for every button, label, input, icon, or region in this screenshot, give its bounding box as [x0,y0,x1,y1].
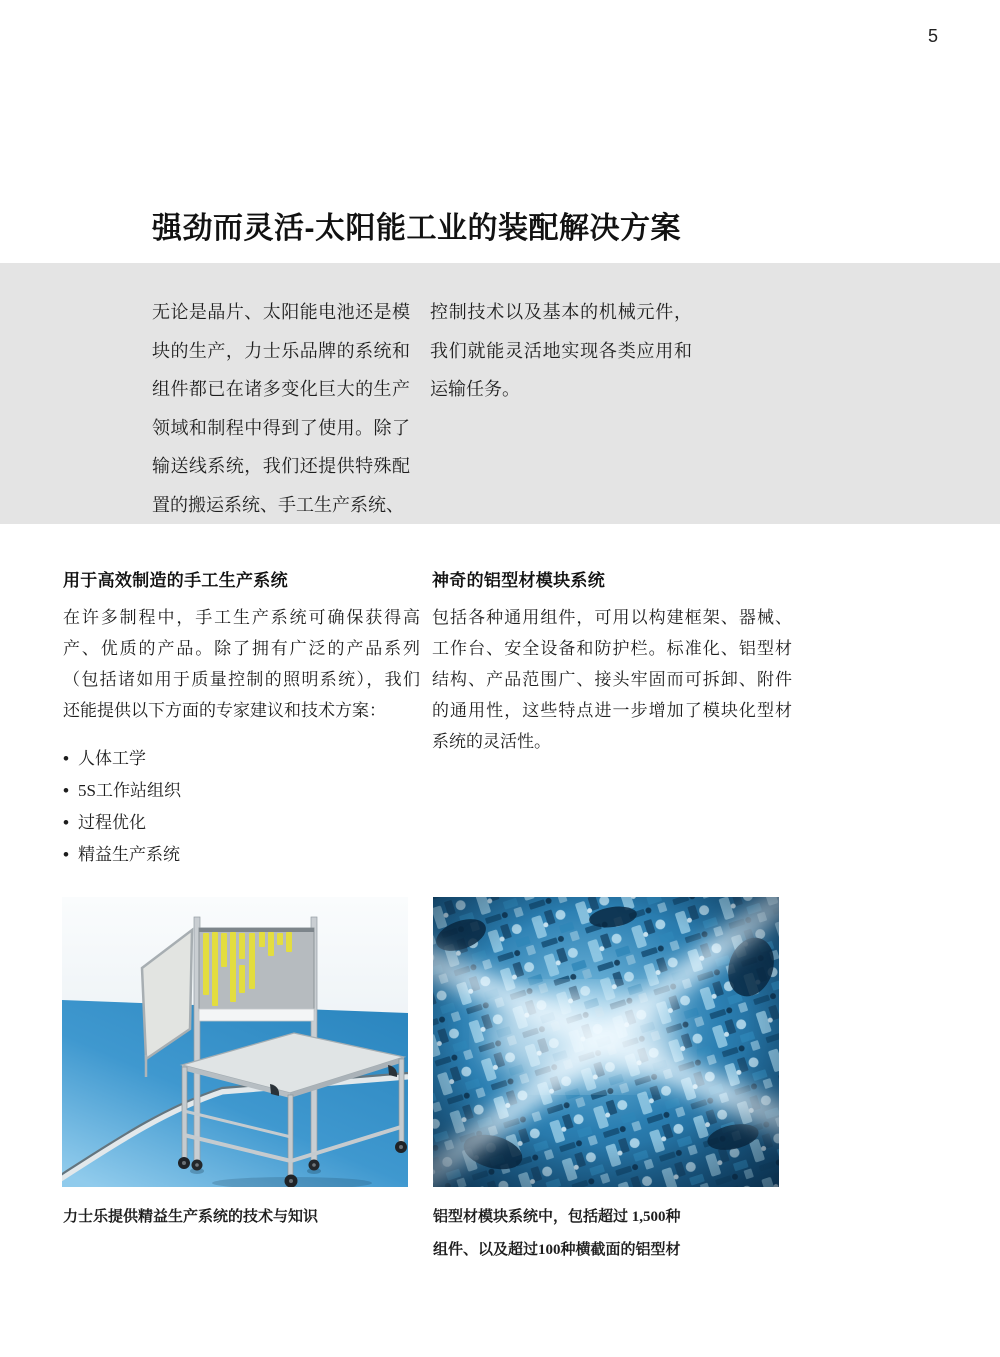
workstation-photo [62,897,408,1187]
bullet-marker: • [63,813,69,832]
section-manual-production [63,566,420,871]
body-line: 的通用性，这些特点进一步增加了模块化型材 [432,701,792,720]
bullet-item [63,807,420,839]
section-heading: 神奇的铝型材模块系统 [432,571,605,590]
body-line: 包括各种通用组件，可用以构建框架、器械、 [432,608,792,627]
bullet-text: 人体工学 [78,749,146,768]
intro-line: 块的生产，力士乐品牌的系统和 [152,340,410,361]
bullet-text: 5S工作站组织 [78,781,181,800]
body-line: 工作台、安全设备和防护栏。标准化、铝型材 [432,639,792,658]
bullet-item [63,775,420,807]
bullet-marker: • [63,749,69,768]
caption-line: 组件、以及超过100种横截面的铝型材 [433,1242,681,1258]
body-line: 在许多制程中，手工生产系统可确保获得高 [63,608,420,627]
body-line: 结构、产品范围广、接头牢固而可拆卸、附件 [432,670,792,689]
body-line: （包括诸如用于质量控制的照明系统），我们 [63,670,420,689]
body-line: 还能提供以下方面的专家建议和技术方案： [63,701,386,720]
aluminum-profiles-photo [433,897,779,1187]
bullet-marker: • [63,845,69,864]
intro-line: 无论是晶片、太阳能电池还是模 [152,302,410,322]
page-number: 5 [928,26,939,46]
bullet-item [63,839,420,871]
intro-line: 领域和制程中得到了使用。除了 [152,417,410,438]
section-profile-system [432,566,792,757]
intro-column-1 [152,293,410,524]
bullet-list [63,743,420,871]
bullet-text: 精益生产系统 [78,845,180,864]
intro-gray-band [0,263,1000,524]
intro-line: 置的搬运系统、手工生产系统、 [152,494,404,515]
bullet-marker: • [63,781,69,800]
workstation-caption: 力士乐提供精益生产系统的技术与知识 [63,1209,319,1225]
caption-line: 铝型材模块系统中，包括超过 1,500种 [433,1209,681,1225]
profiles-caption [433,1201,793,1267]
section-heading: 用于高效制造的手工生产系统 [63,571,288,590]
bullet-text: 过程优化 [78,813,146,832]
section-body [63,602,420,726]
body-line: 产、优质的产品。除了拥有广泛的产品系列 [63,639,420,658]
intro-column-2 [430,293,692,409]
intro-line: 运输任务。 [430,379,520,399]
aluminum-profiles-illustration [433,897,779,1187]
body-line: 系统的灵活性。 [432,732,551,751]
workstation-illustration [62,897,408,1187]
section-body [432,602,792,757]
intro-line: 控制技术以及基本的机械元件， [430,302,692,322]
page-title: 强劲而灵活-太阳能工业的装配解决方案 [152,212,681,245]
intro-line: 我们就能灵活地实现各类应用和 [430,340,692,361]
bullet-item [63,743,420,775]
intro-line: 输送线系统，我们还提供特殊配 [152,456,410,476]
intro-line: 组件都已在诸多变化巨大的生产 [152,379,410,399]
